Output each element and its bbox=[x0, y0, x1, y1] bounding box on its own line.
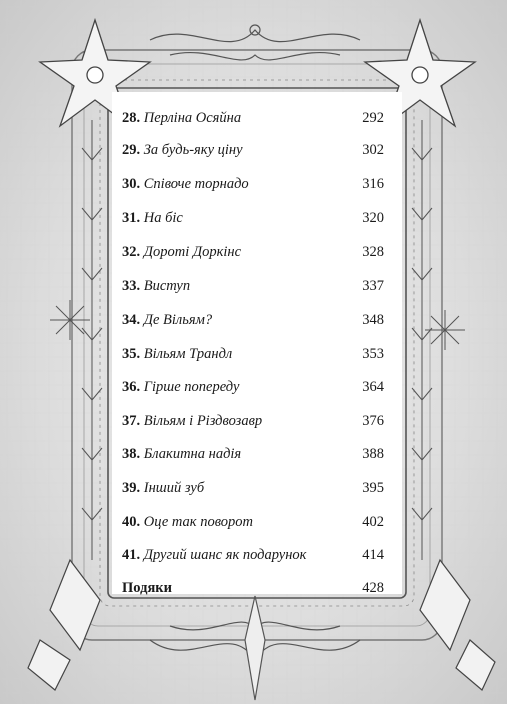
toc-entry bbox=[122, 346, 384, 368]
page-number: 320 bbox=[362, 210, 384, 226]
toc-entry bbox=[122, 142, 384, 164]
toc-panel bbox=[112, 92, 402, 594]
page-number: 388 bbox=[362, 446, 384, 462]
toc-entry-label bbox=[122, 379, 239, 396]
page-number: 364 bbox=[362, 379, 384, 395]
toc-entry-label bbox=[122, 346, 232, 363]
acknowledgements-title: Подяки bbox=[122, 580, 172, 596]
chapter-title: Де Вільям? bbox=[143, 312, 213, 328]
chapter-title: Блакитна надія bbox=[143, 446, 242, 462]
toc-entry-label bbox=[122, 176, 249, 193]
page-number: 395 bbox=[362, 480, 384, 496]
toc-entry-label bbox=[122, 312, 212, 329]
toc-entry-label bbox=[122, 480, 204, 497]
chapter-title: Гірше попереду bbox=[143, 379, 240, 395]
chapter-number: 28. bbox=[122, 110, 141, 126]
toc-entry-label bbox=[122, 413, 262, 430]
chapter-title: Оце так поворот bbox=[143, 514, 254, 530]
toc-entry-label bbox=[122, 514, 253, 531]
chapter-title: Другий шанс як подарунок bbox=[143, 547, 307, 563]
page-number: 302 bbox=[362, 142, 384, 158]
toc-entry bbox=[122, 480, 384, 502]
toc-entry bbox=[122, 446, 384, 468]
toc-entry bbox=[122, 176, 384, 198]
chapter-title: Дороті Доркінс bbox=[143, 244, 242, 260]
page-number: 292 bbox=[362, 110, 384, 126]
chapter-number: 38. bbox=[122, 446, 141, 462]
page-number: 353 bbox=[362, 346, 384, 362]
toc-entry-label bbox=[122, 210, 183, 227]
chapter-title: Виступ bbox=[143, 278, 191, 294]
toc-entry bbox=[122, 514, 384, 536]
page-number: 414 bbox=[362, 547, 384, 563]
page-number: 337 bbox=[362, 278, 384, 294]
toc-entry-label bbox=[122, 110, 241, 127]
toc-entry-label bbox=[122, 547, 306, 564]
chapter-number: 37. bbox=[122, 413, 141, 429]
chapter-title: Співоче торнадо bbox=[143, 176, 249, 192]
chapter-number: 31. bbox=[122, 210, 141, 226]
chapter-number: 30. bbox=[122, 176, 141, 192]
snowflake-icon-right-middle bbox=[425, 310, 465, 350]
toc-entry bbox=[122, 210, 384, 232]
toc-entry bbox=[122, 547, 384, 569]
toc-entry-acknowledgements bbox=[122, 580, 384, 602]
chapter-number: 33. bbox=[122, 278, 141, 294]
chapter-number: 40. bbox=[122, 514, 141, 530]
chapter-number: 39. bbox=[122, 480, 141, 496]
toc-entry bbox=[122, 244, 384, 266]
chapter-number: 41. bbox=[122, 547, 141, 563]
snowflake-icon-left-middle bbox=[50, 300, 90, 340]
chapter-title: Вільям Трандл bbox=[143, 346, 233, 362]
chapter-number: 35. bbox=[122, 346, 141, 362]
page-number: 428 bbox=[362, 580, 384, 596]
chapter-title: Вільям і Різдвозавр bbox=[143, 413, 263, 429]
page-number: 316 bbox=[362, 176, 384, 192]
chapter-title: За будь-яку ціну bbox=[143, 142, 243, 158]
toc-entry bbox=[122, 379, 384, 401]
toc-entry-label bbox=[122, 446, 241, 463]
chapter-number: 36. bbox=[122, 379, 141, 395]
page-number: 402 bbox=[362, 514, 384, 530]
page-number: 348 bbox=[362, 312, 384, 328]
toc-entry-label bbox=[122, 244, 241, 261]
toc-entry bbox=[122, 312, 384, 334]
chapter-title: Перліна Осяйна bbox=[143, 110, 242, 126]
chapter-title: Інший зуб bbox=[143, 480, 205, 496]
toc-entry bbox=[122, 278, 384, 300]
toc-entry-label bbox=[122, 142, 243, 159]
toc-entry bbox=[122, 413, 384, 435]
chapter-number: 32. bbox=[122, 244, 141, 260]
page-number: 376 bbox=[362, 413, 384, 429]
page-number: 328 bbox=[362, 244, 384, 260]
toc-entry-label bbox=[122, 278, 190, 295]
chapter-title: На біс bbox=[143, 210, 183, 226]
chapter-number: 29. bbox=[122, 142, 141, 158]
toc-entry bbox=[122, 110, 384, 132]
chapter-number: 34. bbox=[122, 312, 141, 328]
